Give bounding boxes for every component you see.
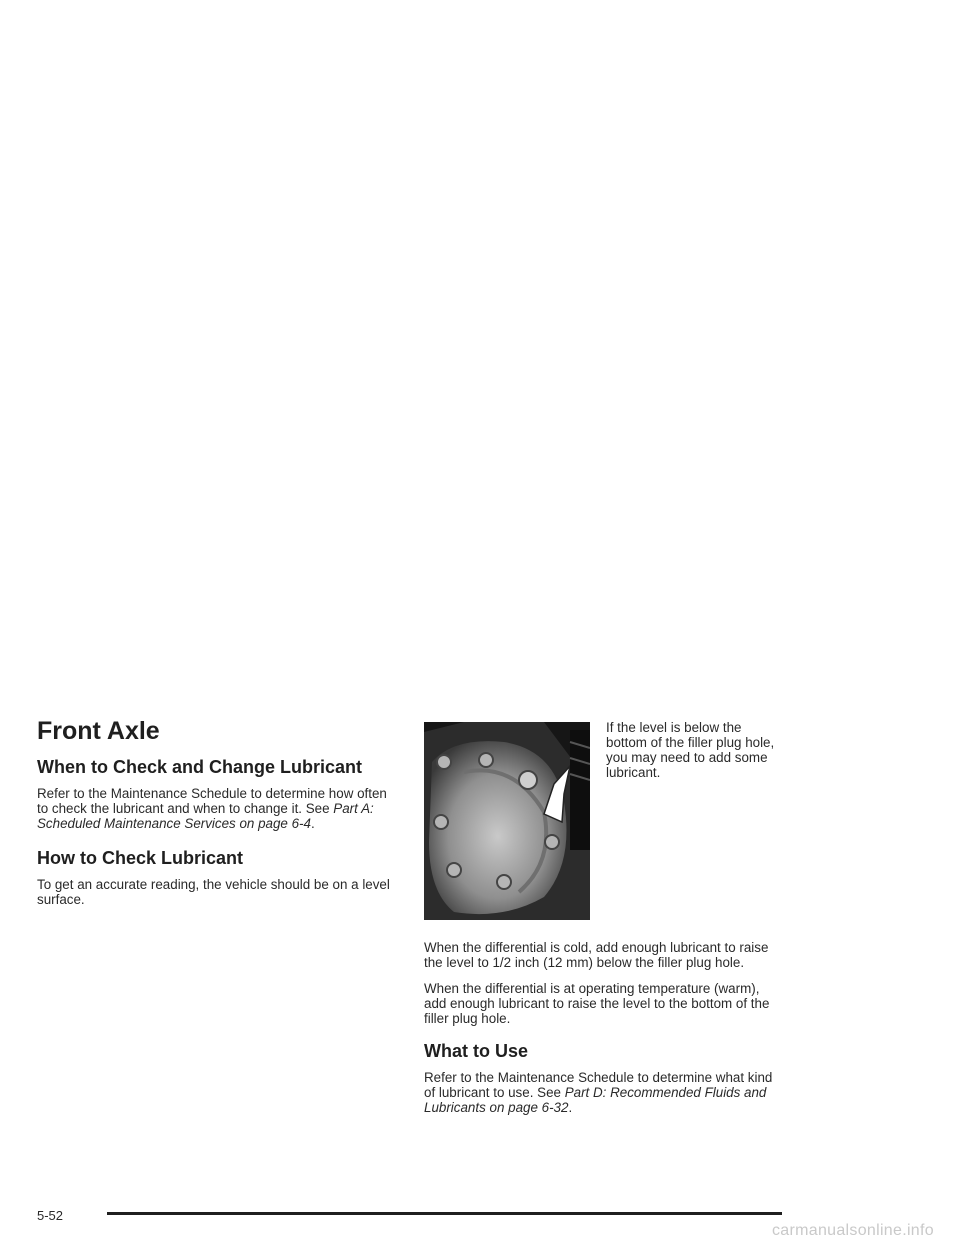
section-title: Front Axle [37,717,160,745]
when-to-check-heading: When to Check and Change Lubricant [37,757,363,777]
what-to-use-end: . [568,1100,573,1115]
how-to-check-heading: How to Check Lubricant [37,848,244,868]
warm-lubricant-paragraph: When the differential is at operating temperature (warm), add enough lubricant to raise the level to the bottom of the filler plug hole. [424,981,770,1026]
differential-photo-illustration [424,722,590,920]
when-to-check-paragraph [37,786,393,831]
what-to-use-heading: What to Use [424,1041,529,1061]
differential-photo [424,722,590,920]
when-to-check-end: . [310,816,315,831]
left-column [37,716,393,918]
footer-rule [107,1212,782,1215]
what-to-use-paragraph [424,1070,784,1115]
right-column [424,940,784,1126]
photo-caption: If the level is below the bottom of the filler plug hole, you may need to add some lubricant. [606,720,775,780]
page-number: 5-52 [37,1208,64,1223]
when-to-check-text: Refer to the Maintenance Schedule to determine how often to check the lubricant and when to change it. See [37,786,387,816]
what-to-use-text: Refer to the Maintenance Schedule to determine what kind of lubricant to use. See [424,1070,773,1100]
how-to-check-paragraph: To get an accurate reading, the vehicle should be on a level surface. [37,877,390,907]
recommended-fluids-reference[interactable]: Part D: Recommended Fluids and Lubricants on page 6-32 [424,1085,767,1115]
scheduled-maintenance-reference[interactable]: Part A: Scheduled Maintenance Services on page 6-4 [37,801,374,831]
cold-lubricant-paragraph: When the differential is cold, add enough lubricant to raise the level to 1/2 inch (12 mm) below the filler plug hole. [424,940,769,970]
watermark: carmanualsonline.info [772,1222,934,1239]
